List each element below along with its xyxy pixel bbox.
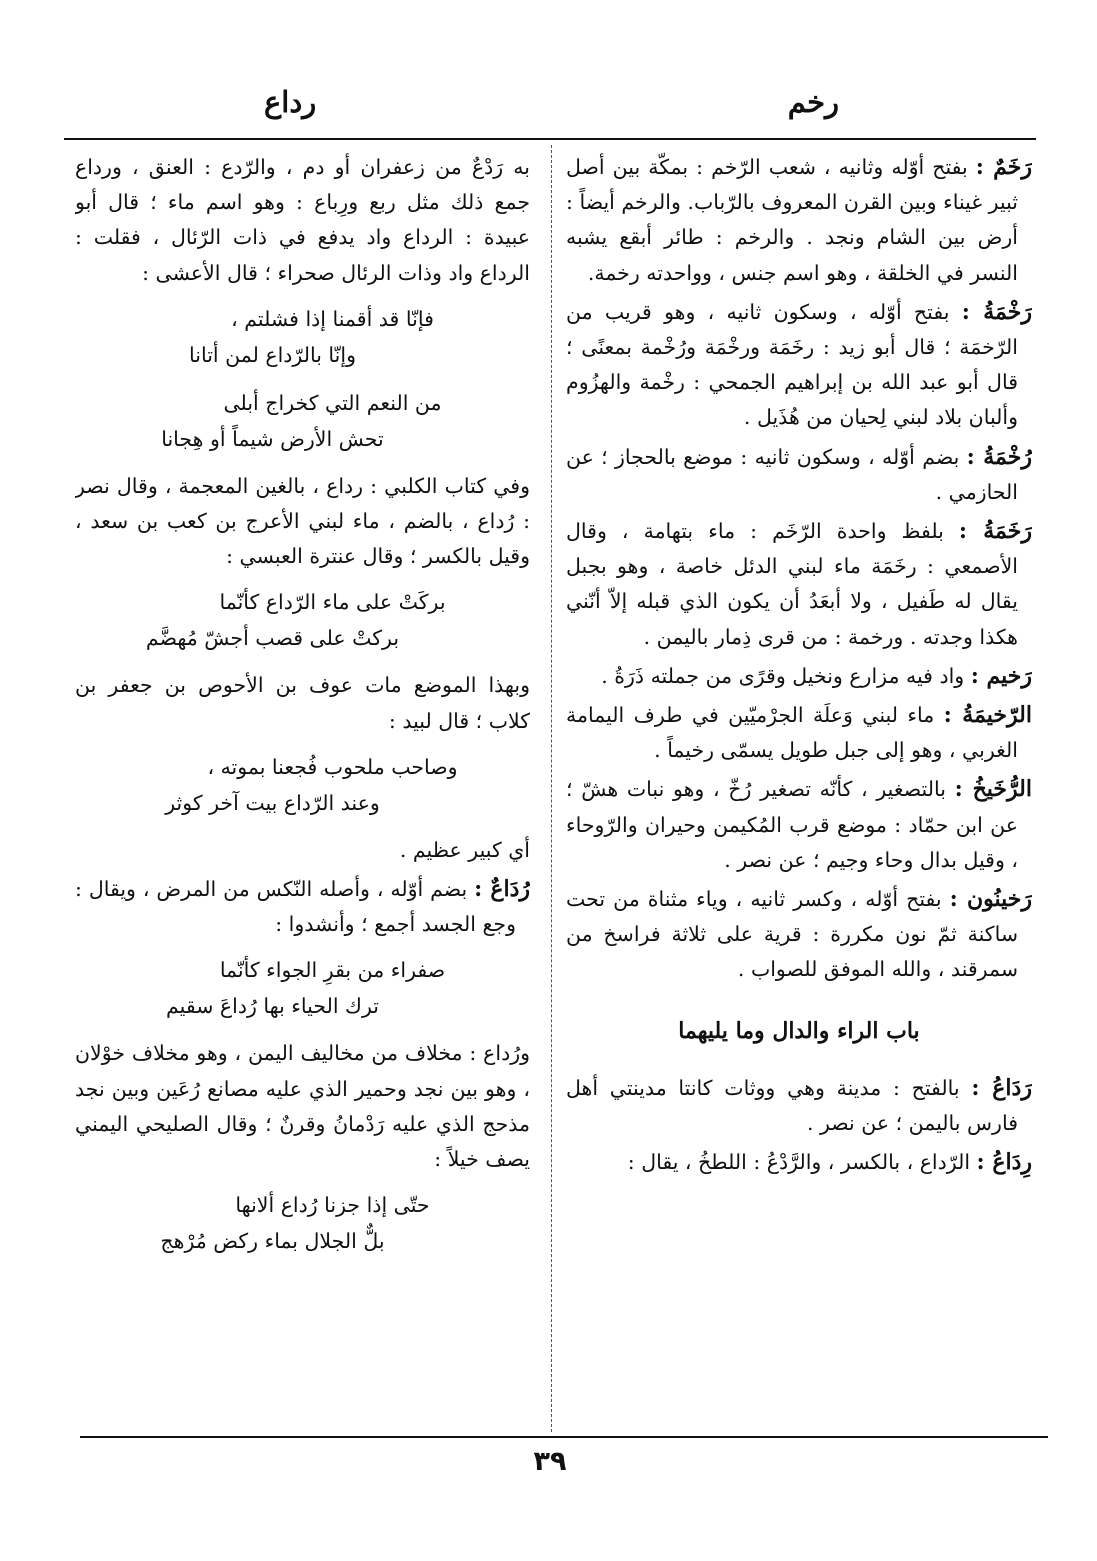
poem-line: وصاحب ملحوب فُجعنا بموته ،	[207, 754, 458, 779]
dictionary-entry	[566, 659, 1032, 694]
paragraph: أي كبير عظيم .	[399, 837, 530, 862]
entry-text: بضم أوّله ، وأصله النّكس من المرض ، ويقال : وجع الجسد أجمع ؛ وأنشدوا :	[75, 877, 516, 937]
dictionary-entry	[566, 440, 1032, 510]
paragraph: به رَدْعٌ من زعفران أو دم ، والرّدع : العنق ، ورداع جمع ذلك مثل ربع ورِباع : وهو اسم ماء ؛ قال أبو عبيدة : الرداع واد يدفع في ذات الرّئال ، فقلت : الرداع واد وذات الرئال صحراء ؛ قال الأعشى :	[75, 155, 530, 285]
left-column	[75, 150, 530, 1428]
poem-verse	[75, 584, 530, 656]
paragraph: وبهذا الموضع مات عوف بن الأحوص بن جعفر بن كلاب ؛ قال لبيد :	[75, 673, 530, 733]
poem-line: ترك الحياء بها رُداعَ سقيم	[166, 994, 379, 1019]
entry-text: الرّداع ، بالكسر ، والرَّدْعُ : اللطخُ ، يقال :	[627, 1150, 971, 1175]
entry-headword: رَخَمَةُ :	[958, 518, 1032, 545]
poem-line: من النعم التي كخراج أبلى	[223, 390, 442, 415]
dictionary-entry	[75, 872, 530, 942]
right-column	[566, 150, 1032, 1428]
entry-headword: الرّخيمَةُ :	[943, 702, 1032, 729]
entry-text: بفتح أوّله ، وكسر ثانيه ، وياء مثناة من تحت ساكنة ثمّ نون مكررة : قرية على ثلاثة فراسخ من سمرقند ، والله الموفق للصواب .	[566, 887, 1018, 982]
poem-verse	[75, 749, 530, 821]
poem-line: وعند الرّداع بيت آخر كوثر	[165, 790, 380, 815]
entry-headword: رِدَاعُ :	[976, 1149, 1032, 1176]
page-number: ٣٩	[533, 1446, 567, 1477]
top-rule	[64, 138, 1036, 140]
entry-text: بضم أوّله ، وسكون ثانيه : موضع بالحجاز ؛ عن الحازمي .	[566, 444, 1018, 504]
section-title: باب الراء والدال وما يليهما	[678, 1017, 920, 1044]
poem-verse	[75, 385, 530, 457]
bottom-rule	[80, 1436, 1048, 1438]
entry-text: ماء لبني وَعلَة الجرْميّين في طرف اليمامة الغربي ، وهو إلى جبل طويل يسمّى رخيماً .	[566, 703, 1018, 763]
dictionary-entry	[566, 514, 1032, 655]
running-head-left: رداع	[264, 85, 317, 119]
entry-text: بفتح أوّله ، وسكون ثانيه ، وهو قريب من الرّخمَة ؛ قال أبو زيد : رخَمَة ورخْمَة ورُخْمة بمعنًى ؛ قال أبو عبد الله بن إبراهيم الجمحي : رخْمة والهزُوم وألبان بلاد لبني لِحيان من هُذَيل .	[566, 299, 1018, 430]
poem-line: بركتْ على قصب أجشّ مُهضَّم	[145, 626, 400, 651]
dictionary-entry	[566, 295, 1032, 436]
paragraph: وفي كتاب الكلبي : رداع ، بالغين المعجمة ، وقال نصر : رُداع ، بالضم ، ماء لبني الأعرج بن كعب بن سعد ، وقيل بالكسر ؛ وقال عنترة العبسي :	[75, 473, 530, 569]
poem-line: تحش الأرض شيماً أو هِجانا	[161, 426, 384, 451]
dictionary-entry	[566, 698, 1032, 768]
running-head-right: رخم	[787, 85, 839, 119]
dictionary-entry	[566, 882, 1032, 988]
entry-headword: رَخينُون :	[949, 886, 1032, 913]
entry-text: بالتصغير ، كأنّه تصغير رُخّ ، وهو نبات هشّ ؛ عن ابن حمّاد : موضع قرب المُكيمن وحيران والرّوحاء ، وقيل بدال وحاء وجيم ؛ عن نصر .	[566, 777, 1018, 872]
poem-line: بلٌّ الجلال بماء ركض مُرْهج	[160, 1229, 385, 1254]
poem-verse	[75, 1187, 530, 1259]
poem-line: حتّى إذا جزنا رُداع ألانها	[235, 1193, 430, 1218]
dictionary-entry	[566, 1145, 1032, 1180]
poem-verse	[75, 952, 530, 1024]
poem-line: وإنّا بالرّداع لمن أتانا	[189, 342, 356, 367]
entry-text: بفتح أوّله وثانيه ، شعب الرّخم : بمكّة بين أصل ثبير غيناء وبين القرن المعروف بالرّباب. والرخم أيضاً : أرض بين الشام ونجد . والرخم : طائر أبقع يشبه النسر في الخلقة ، وهو اسم جنس ، وواحدته رخمة.	[566, 155, 1018, 285]
entry-headword: رَدَاعُ :	[971, 1074, 1032, 1101]
poem-verse	[75, 301, 530, 373]
column-divider	[551, 145, 552, 1432]
poem-line: بركَتْ على ماء الرّداع كأنّما	[219, 590, 446, 615]
dictionary-entry	[566, 1071, 1032, 1141]
entry-headword: رُدَاعٌ :	[474, 876, 530, 903]
dictionary-entry	[566, 150, 1032, 291]
entry-headword: رَخَمٌ :	[975, 154, 1032, 180]
dictionary-entry	[566, 772, 1032, 878]
entry-text: واد فيه مزارع ونخيل وقرًى من جملته ذَرَةُ .	[601, 663, 965, 688]
poem-line: صفراء من بقرِ الجواء كأنّما	[219, 958, 446, 983]
entry-headword: رُخْمَةُ :	[966, 443, 1032, 470]
entry-headword: رَخيم :	[970, 662, 1032, 689]
entry-headword: الرُّخَيخُ :	[954, 776, 1032, 803]
entry-text: بلفظ واحدة الرّخَم : ماء بتهامة ، وقال الأصمعي : رخَمَة ماء لبني الدئل خاصة ، وهو بجبل يقال له طَفيل ، ولا أبعَدُ أن يكون الذي قبله إلاّ أنّني هكذا وجدته . ورخمة : من قرى ذِمار باليمن .	[566, 519, 1018, 649]
poem-line: فإنّا قد أقمنا إذا فشلتم ،	[231, 306, 434, 331]
paragraph: ورُداع : مخلاف من مخاليف اليمن ، وهو مخلاف خوْلان ، وهو بين نجد وحمير الذي عليه مصانع رُعَين وبين نجد مذحج الذي عليه رَدْمانُ وقرنٌ ؛ وقال الصليحي اليمني يصف خيلاً :	[75, 1041, 530, 1172]
entry-text: بالفتح : مدينة وهي ووثات كانتا مدينتي أهل فارس باليمن ؛ عن نصر .	[566, 1075, 1018, 1136]
entry-headword: رَخْمَةُ :	[961, 298, 1032, 325]
